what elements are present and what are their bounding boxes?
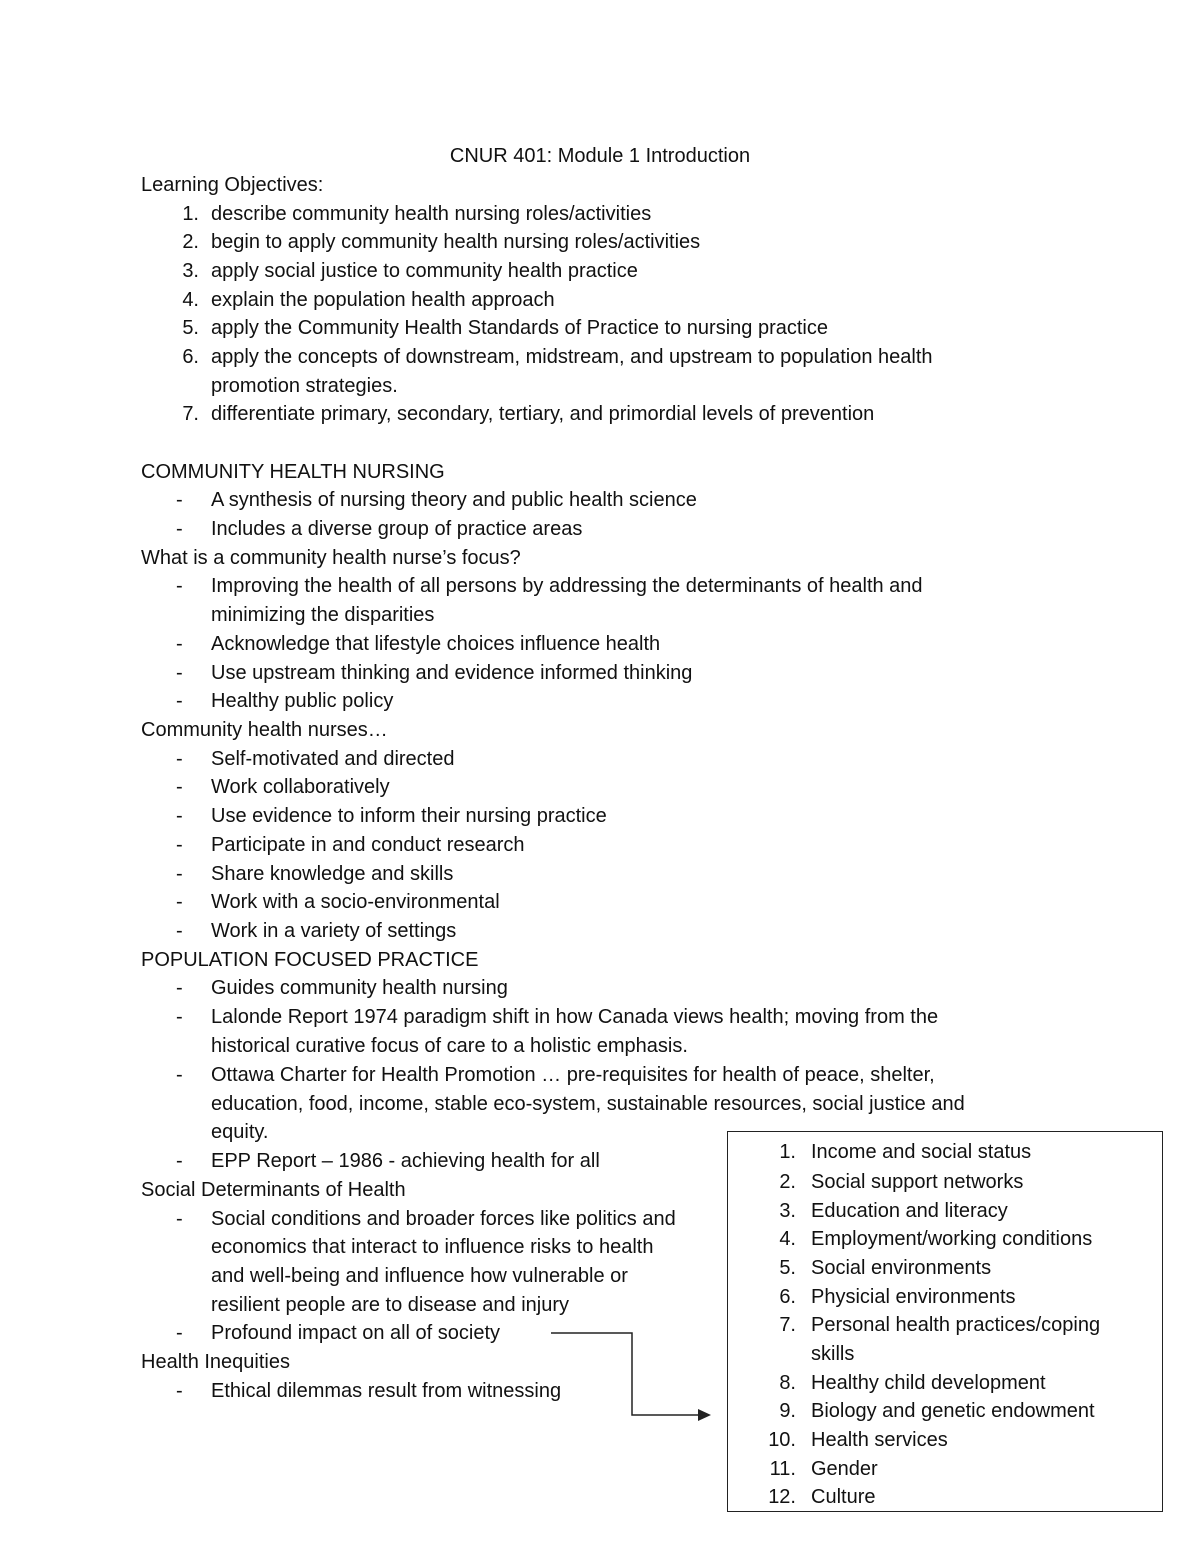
population-bullet-continued: historical curative focus of care to a holistic emphasis. <box>211 1035 688 1057</box>
sdoh-bullet-continued: and well-being and influence how vulnerable or <box>211 1265 628 1287</box>
determinant-text: Education and literacy <box>811 1200 1008 1222</box>
focus-bullet: Use upstream thinking and evidence informed thinking <box>211 662 693 684</box>
bullet-dash: - <box>176 1322 183 1344</box>
objective-text: apply the concepts of downstream, midstream, and upstream to population health <box>211 346 933 368</box>
bullet-dash: - <box>176 1006 183 1028</box>
bullet-dash: - <box>176 776 183 798</box>
determinant-text: Social environments <box>811 1257 992 1279</box>
nurses-bullet: Use evidence to inform their nursing practice <box>211 805 607 827</box>
determinant-number: 11. <box>769 1458 796 1480</box>
bullet-dash: - <box>176 863 183 885</box>
bullet-dash: - <box>176 1150 183 1172</box>
focus-question: What is a community health nurse’s focus? <box>141 547 521 569</box>
determinant-number: 10. <box>768 1429 796 1451</box>
determinant-text: Culture <box>811 1486 876 1508</box>
population-bullet: EPP Report – 1986 - achieving health for all <box>211 1150 600 1172</box>
nurses-bullet: Work with a socio-environmental <box>211 891 500 913</box>
determinant-number: 8. <box>779 1372 796 1394</box>
objective-number: 6. <box>182 346 199 368</box>
objective-number: 4. <box>182 289 199 311</box>
determinant-text: Health services <box>811 1429 948 1451</box>
population-bullet: Guides community health nursing <box>211 977 508 999</box>
sdoh-bullet: Social conditions and broader forces like politics and <box>211 1208 676 1230</box>
bullet-dash: - <box>176 805 183 827</box>
population-bullet-continued: education, food, income, stable eco-system, sustainable resources, social justice and <box>211 1093 965 1115</box>
objective-number: 3. <box>182 260 199 282</box>
bullet-dash: - <box>176 1064 183 1086</box>
focus-bullet: Healthy public policy <box>211 690 394 712</box>
sdoh-bullet: Profound impact on all of society <box>211 1322 501 1344</box>
focus-bullet-continued: minimizing the disparities <box>211 604 435 626</box>
sdoh-heading: Social Determinants of Health <box>141 1179 406 1201</box>
bullet-dash: - <box>176 662 183 684</box>
bullet-dash: - <box>176 633 183 655</box>
determinant-number: 9. <box>779 1400 796 1422</box>
bullet-dash: - <box>176 977 183 999</box>
determinant-text: Healthy child development <box>811 1372 1046 1394</box>
determinant-number: 2. <box>779 1171 796 1193</box>
focus-bullet: Improving the health of all persons by addressing the determinants of health and <box>211 575 923 597</box>
nurses-intro: Community health nurses… <box>141 719 388 741</box>
inequities-bullet: Ethical dilemmas result from witnessing <box>211 1380 562 1402</box>
page-title: CNUR 401: Module 1 Introduction <box>449 145 751 167</box>
bullet-dash: - <box>176 575 183 597</box>
bullet-dash: - <box>176 1380 183 1402</box>
objective-number: 7. <box>182 403 199 425</box>
population-bullet-continued: equity. <box>211 1121 269 1143</box>
determinant-text: Physicial environments <box>811 1286 1016 1308</box>
determinant-text: Personal health practices/coping <box>811 1314 1101 1336</box>
focus-bullet: Acknowledge that lifestyle choices influence health <box>211 633 661 655</box>
population-bullet: Lalonde Report 1974 paradigm shift in how Canada views health; moving from the <box>211 1006 939 1028</box>
determinant-text: Gender <box>811 1458 878 1480</box>
determinant-number: 3. <box>779 1200 796 1222</box>
sdoh-bullet-continued: economics that interact to influence risks to health <box>211 1236 654 1258</box>
determinant-number: 7. <box>779 1314 796 1336</box>
objective-text: explain the population health approach <box>211 289 555 311</box>
nurses-bullet: Work in a variety of settings <box>211 920 457 942</box>
determinant-text: Employment/working conditions <box>811 1228 1093 1250</box>
chn-bullet: Includes a diverse group of practice areas <box>211 518 583 540</box>
determinant-number: 12. <box>768 1486 796 1508</box>
objective-text: apply social justice to community health practice <box>211 260 638 282</box>
objective-number: 1. <box>182 203 199 225</box>
inequities-heading: Health Inequities <box>141 1351 290 1373</box>
nurses-bullet: Share knowledge and skills <box>211 863 454 885</box>
population-heading: POPULATION FOCUSED PRACTICE <box>141 949 479 971</box>
objective-number: 5. <box>182 317 199 339</box>
bullet-dash: - <box>176 834 183 856</box>
bullet-dash: - <box>176 748 183 770</box>
objectives-heading: Learning Objectives: <box>141 174 324 196</box>
bullet-dash: - <box>176 489 183 511</box>
objective-text: describe community health nursing roles/activities <box>211 203 652 225</box>
objective-text: apply the Community Health Standards of Practice to nursing practice <box>211 317 828 339</box>
chn-heading: COMMUNITY HEALTH NURSING <box>141 461 445 483</box>
nurses-bullet: Participate in and conduct research <box>211 834 525 856</box>
chn-bullet: A synthesis of nursing theory and public health science <box>211 489 697 511</box>
objective-text: differentiate primary, secondary, tertiary, and primordial levels of prevention <box>211 403 875 425</box>
sdoh-bullet-continued: resilient people are to disease and injury <box>211 1294 569 1316</box>
determinant-number: 4. <box>779 1228 796 1250</box>
determinant-number: 1. <box>779 1141 796 1163</box>
bullet-dash: - <box>176 920 183 942</box>
determinant-text: Social support networks <box>811 1171 1024 1193</box>
determinant-number: 6. <box>779 1286 796 1308</box>
population-bullet: Ottawa Charter for Health Promotion … pre-requisites for health of peace, shelter, <box>211 1064 935 1086</box>
bullet-dash: - <box>176 690 183 712</box>
bullet-dash: - <box>176 518 183 540</box>
determinant-text: Biology and genetic endowment <box>811 1400 1095 1422</box>
bullet-dash: - <box>176 1208 183 1230</box>
nurses-bullet: Self-motivated and directed <box>211 748 455 770</box>
nurses-bullet: Work collaboratively <box>211 776 390 798</box>
determinant-text: Income and social status <box>811 1141 1032 1163</box>
objective-number: 2. <box>182 231 199 253</box>
objective-text-continued: promotion strategies. <box>211 375 398 397</box>
objective-text: begin to apply community health nursing roles/activities <box>211 231 701 253</box>
determinant-number: 5. <box>779 1257 796 1279</box>
determinant-text-continued: skills <box>811 1343 855 1365</box>
bullet-dash: - <box>176 891 183 913</box>
